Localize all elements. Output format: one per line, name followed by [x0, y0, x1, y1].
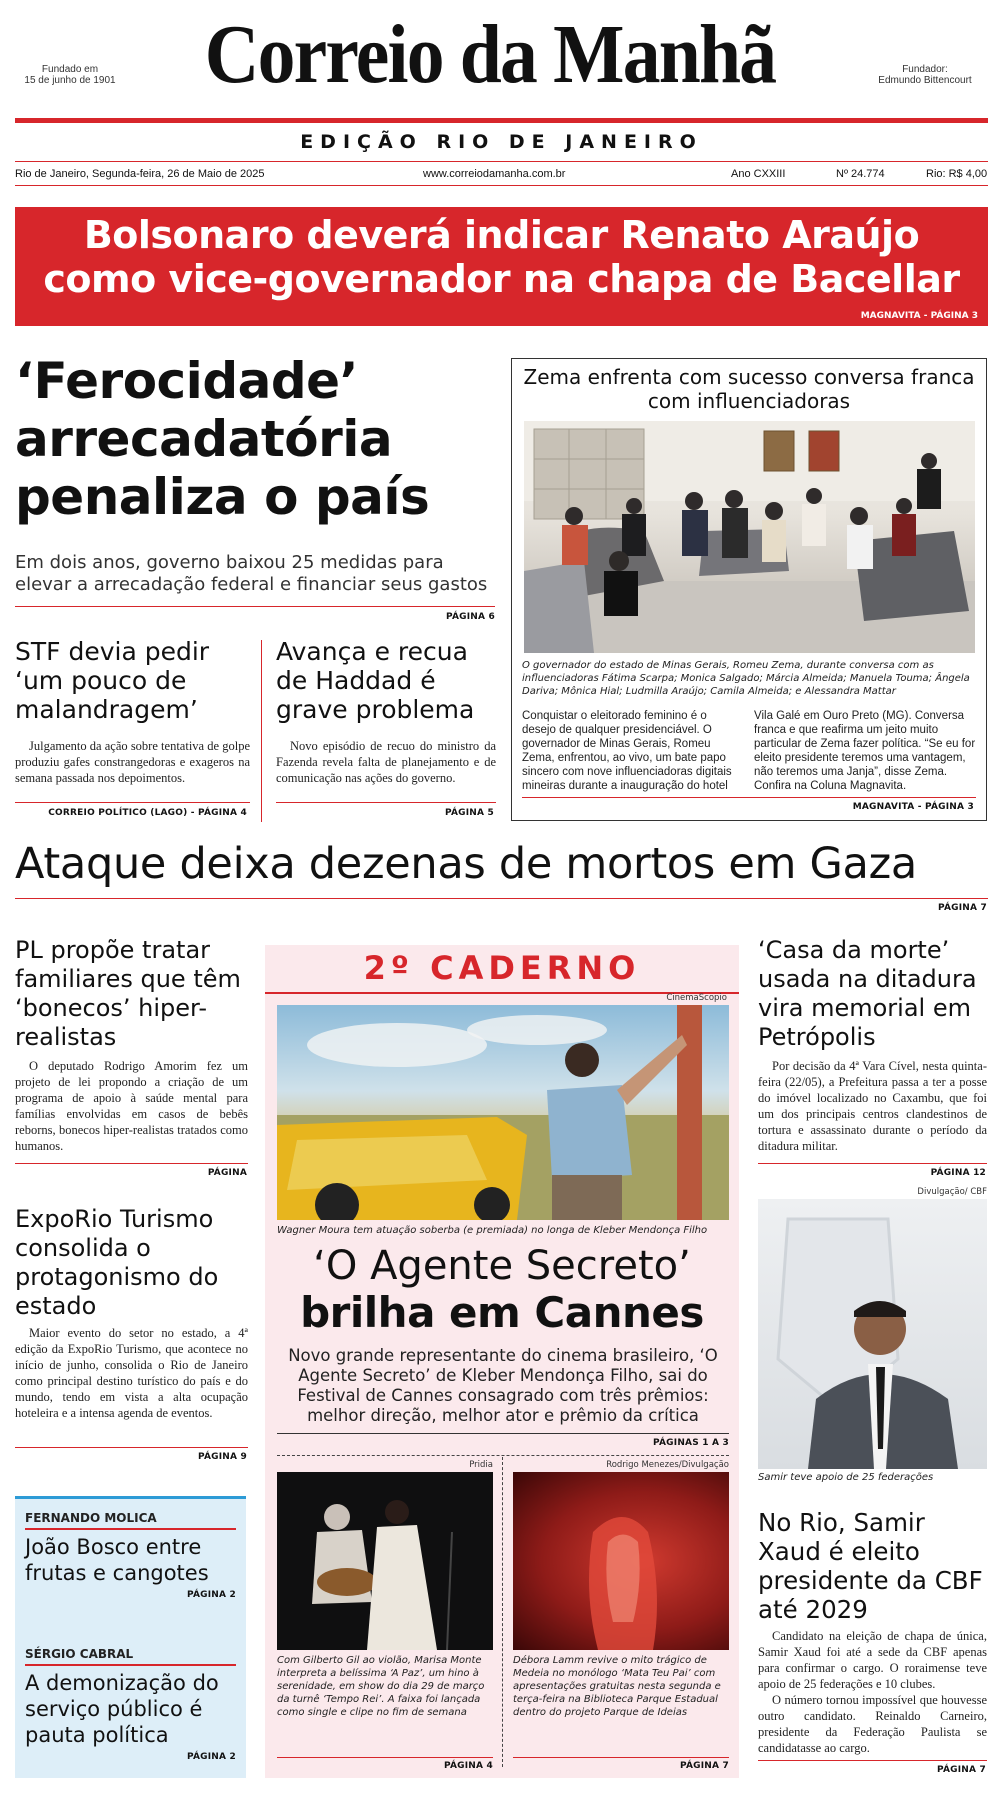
caderno-deck: Novo grande representante do cinema brasileiro, ‘O Agente Secreto’ de Kleber Mendonça Filho, sai do Festival de Cannes consagrado com três prêmios: melhor direção, melhor ator e prêmio da crítica [288, 1346, 718, 1425]
columns-box [15, 1496, 246, 1778]
zema-photo [524, 421, 975, 653]
caderno-headline-light: ‘O Agente Secreto’ [313, 1243, 691, 1289]
edition-rule-bottom [15, 185, 988, 186]
website-link[interactable]: www.correiodamanha.com.br [423, 168, 566, 180]
casa-page: PÁGINA 12 [930, 1168, 986, 1178]
caderno-dashed-rule [277, 1455, 729, 1456]
year-label: Ano CXXIII [731, 168, 786, 180]
banner-headline: Bolsonaro deverá indicar Renato Araújo como vice-governador na chapa de Bacellar [43, 213, 960, 301]
zema-page: MAGNAVITA - PÁGINA 3 [852, 802, 974, 812]
cbf-rule [758, 1760, 987, 1761]
column-1-page: PÁGINA 2 [187, 1590, 236, 1600]
lead-headline[interactable]: ‘Ferocidade’ arrecadatória penaliza o país [15, 352, 430, 526]
cbf-photo-credit: Divulgação/ CBF [917, 1187, 987, 1197]
gaza-headline[interactable]: Ataque deixa dezenas de mortos em Gaza [15, 839, 917, 889]
stf-body: Julgamento da ação sobre tentativa de golpe produziu gafes constrangedoras e exageros na semana passada nos depoimentos. [15, 739, 250, 785]
pl-headline[interactable]: PL propõe tratar familiares que têm ‘bonecos’ hiper-realistas [15, 936, 241, 1051]
edition-rule-top [15, 161, 988, 162]
pl-rule [15, 1163, 248, 1164]
gaza-rule [15, 898, 988, 899]
cbf-page: PÁGINA 7 [937, 1765, 986, 1775]
casa-rule [758, 1163, 987, 1164]
gaza-page: PÁGINA 7 [938, 903, 987, 913]
exporio-headline[interactable]: ExpoRio Turismo consolida o protagonismo do estado [15, 1205, 219, 1320]
dateline: Rio de Janeiro, Segunda-feira, 26 de Maio de 2025 [15, 168, 265, 180]
lead-subhead: Em dois anos, governo baixou 25 medidas para elevar a arrecadação federal e financiar seus gastos [15, 552, 488, 595]
column-1[interactable] [25, 1511, 236, 1600]
caderno-right-photo [513, 1472, 729, 1650]
masthead-rule [15, 118, 988, 123]
caderno-left-page: PÁGINA 4 [444, 1761, 493, 1771]
exporio-body: Maior evento do setor no estado, a 4ª edição da ExpoRio Turismo, que acontece no início de junho, consolida o Rio de Janeiro como principal destino turístico do país e do mundo, tendo em vista a alta ocupação hoteleira e a intensa agenda de eventos. [15, 1326, 248, 1420]
caderno-photo-credit: CinemaScopio [666, 993, 727, 1003]
lead-rule [15, 606, 495, 607]
caderno-right-caption: Débora Lamm revive o mito trágico de Medeia no monólogo ‘Mata Teu Pai’ com apresentações gratuitas nesta segunda e terça-feira na Biblioteca Parque Estadual dentro do projeto Parque de Ideias [513, 1655, 721, 1718]
haddad-body: Novo episódio de recuo do ministro da Fazenda revela falta de planejamento e de comunicação nas ações do governo. [276, 739, 496, 785]
zema-body-left: Conquistar o eleitorado feminino é o desejo de qualquer presidenciável. O governador de Minas Gerais, Romeu Zema, enfrentou, ao vivo, um bate papo sincero com nove influenciadoras digitais mineiras durante a inauguração do hotel [522, 710, 732, 792]
cbf-body-2: O número tornou impossível que houvesse outro candidato. Reinaldo Carneiro, presidente da Federação Paulista se candidatasse ao cargo. [758, 1693, 987, 1755]
caderno-photo [277, 1005, 729, 1220]
cbf-caption: Samir teve apoio de 25 federações [758, 1472, 934, 1483]
caderno-headline-bold: brilha em Cannes [300, 1288, 704, 1337]
founded-note: Fundado em 15 de junho de 1901 [24, 64, 116, 86]
founder-note: Fundador: Edmundo Bittencourt [878, 64, 972, 86]
column-2-author: SÉRGIO CABRAL [25, 1647, 134, 1661]
exporio-page: PÁGINA 9 [198, 1452, 247, 1462]
stf-page: CORREIO POLÍTICO (LAGO) - PÁGINA 4 [48, 808, 247, 818]
casa-body: Por decisão da 4ª Vara Cível, nesta quinta-feira (22/05), a Prefeitura passa a ter a posse do imóvel localizado no Caxambu, que foi um dos principais centros clandestinos de tortura e assassinato durante o período da ditadura militar. [758, 1059, 987, 1153]
caderno-label: 2º CADERNO [363, 949, 641, 987]
haddad-page: PÁGINA 5 [445, 808, 494, 818]
issue-number: Nº 24.774 [836, 168, 885, 180]
caderno-photo-caption: Wagner Moura tem atuação soberba (e premiada) no longa de Kleber Mendonça Filho [277, 1225, 708, 1236]
edition-label: EDIÇÃO RIO DE JANEIRO [300, 131, 703, 153]
zema-caption: O governador do estado de Minas Gerais, Romeu Zema, durante conversa com as influenciadoras Fátima Scarpa; Monica Salgado; Márcia Almeida; Manuela Touma; Ângela Dariva; Mônica Hial; Ludmilla Araújo; Camila Almeida; e Alessandra Mattar [522, 660, 970, 697]
zema-rule [522, 797, 976, 798]
caderno-dashed-divider [502, 1457, 503, 1767]
pl-body: O deputado Rodrigo Amorim fez um projeto de lei propondo a criação de um programa de apoio à saúde mental para famílias envolvidas em casos de bebês reborns, bonecos hiper-realistas tratados como humanos. [15, 1059, 248, 1153]
caderno-left-photo [277, 1472, 493, 1650]
banner-page: MAGNAVITA - PÁGINA 3 [860, 311, 978, 321]
stf-divider [261, 640, 262, 822]
caderno-right-credit: Rodrigo Menezes/Divulgação [606, 1460, 729, 1470]
stf-headline[interactable]: STF devia pedir ‘um pouco de malandragem’ [15, 637, 210, 724]
caderno-page: PÁGINAS 1 A 3 [653, 1438, 729, 1448]
banner[interactable] [15, 207, 988, 326]
cbf-body-1: Candidato na eleição de chapa de única, Samir Xaud foi até a sede da CBF apenas para confirmar o cargo. O roraimense teve apoio de 25 federações e 10 clubes. [758, 1629, 987, 1691]
masthead-title[interactable]: Correio da Manhã [204, 8, 776, 101]
column-2-title: A demonização do serviço público é pauta política [25, 1671, 219, 1747]
zema-box[interactable] [511, 358, 987, 821]
exporio-rule [15, 1447, 248, 1448]
column-2[interactable] [25, 1647, 236, 1762]
column-1-author: FERNANDO MOLICA [25, 1511, 157, 1525]
caderno-left-rule [277, 1757, 493, 1758]
cbf-photo [758, 1199, 987, 1469]
caderno-right-rule [513, 1757, 729, 1758]
column-2-rule [25, 1664, 236, 1666]
stf-rule [15, 802, 250, 803]
haddad-headline[interactable]: Avança e recua de Haddad é grave problema [276, 637, 475, 724]
caderno-right-page: PÁGINA 7 [680, 1761, 729, 1771]
caderno-left-credit: Pridia [469, 1460, 493, 1470]
column-2-page: PÁGINA 2 [187, 1752, 236, 1762]
column-1-title: João Bosco entre frutas e cangotes [25, 1535, 209, 1585]
caderno-deck-rule [277, 1433, 729, 1434]
cbf-headline[interactable]: No Rio, Samir Xaud é eleito presidente da CBF até 2029 [758, 1508, 983, 1624]
caderno-left-caption: Com Gilberto Gil ao violão, Marisa Monte interpreta a belíssima ‘A Paz’, um hino à serenidade, em show do dia 29 de março da turnê ‘Tempo Rei’. A faixa foi lançada como single e clipe no fim de semana [277, 1655, 485, 1718]
zema-headline: Zema enfrenta com sucesso conversa franca com influenciadoras [523, 365, 975, 413]
zema-body-right: Vila Galé em Ouro Preto (MG). Conversa franca e que reafirma um jeito muito particular de Zema fazer política. “Se eu for eleito presidente teremos uma vantagem, não teremos uma Janja”, disse Zema. Confira na Coluna Magnavita. [754, 710, 976, 792]
casa-headline[interactable]: ‘Casa da morte’ usada na ditadura vira memorial em Petrópolis [758, 936, 977, 1051]
caderno-box[interactable] [265, 945, 739, 1778]
haddad-rule [276, 802, 496, 803]
pl-page: PÁGINA [207, 1168, 247, 1178]
column-1-rule [25, 1528, 236, 1530]
lead-page: PÁGINA 6 [446, 612, 495, 622]
price-label: Rio: R$ 4,00 [926, 168, 988, 180]
